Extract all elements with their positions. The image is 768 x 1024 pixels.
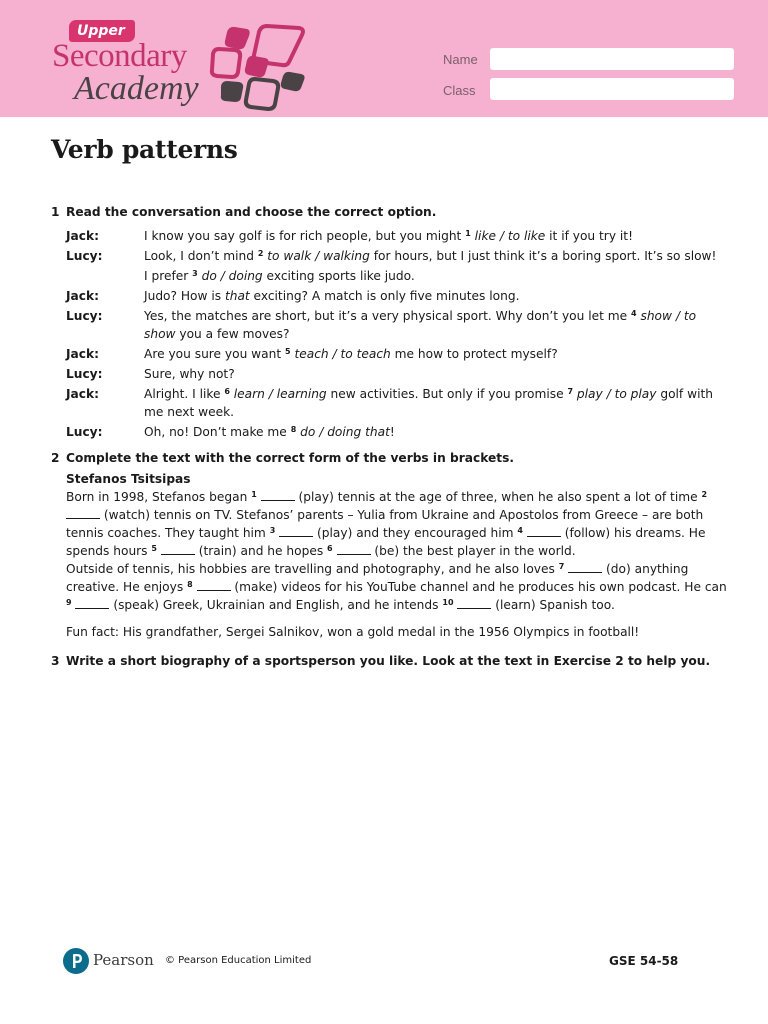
answer-blank[interactable] [457, 597, 491, 609]
text-run: I prefer [144, 269, 193, 283]
paragraph-2 [66, 560, 731, 614]
text-run: (learn) Spanish too. [491, 598, 615, 612]
exercise-number: 2 [51, 451, 60, 465]
page-header [0, 0, 768, 117]
text-run: (play) and they encouraged him [313, 526, 518, 540]
worksheet-content [51, 203, 731, 676]
text-run: (play) tennis at the age of three, when he also spent a lot of time [294, 490, 702, 504]
item-number: 3 [192, 269, 198, 278]
speaker-name: Jack: [66, 347, 99, 361]
text-run: (follow) his dreams. He spends hours [66, 526, 706, 558]
secondary-academy-logo [52, 18, 312, 113]
paragraph-1 [66, 488, 731, 560]
fun-fact: Fun fact: His grandfather, Sergei Salnikov, won a gold medal in the 1956 Olympics in football! [66, 625, 640, 639]
item-number: 1 [251, 490, 257, 499]
dialogue-line [66, 287, 731, 305]
dialogue-text [144, 247, 731, 265]
item-number: 9 [66, 598, 72, 607]
dialogue-text [144, 423, 731, 441]
class-label: Class [443, 83, 476, 98]
option-choice: teach / to teach [294, 347, 391, 361]
item-number: 8 [187, 580, 193, 589]
dialogue-text [144, 227, 731, 245]
exercise-instruction: Read the conversation and choose the correct option. [66, 205, 437, 219]
answer-blank[interactable] [279, 525, 313, 537]
text-run: exciting sports like judo. [262, 269, 415, 283]
answer-blank[interactable] [66, 507, 100, 519]
option-choice: do / doing that [300, 425, 390, 439]
option-choice: that [224, 289, 250, 303]
answer-blank[interactable] [75, 597, 109, 609]
dialogue-line [66, 227, 731, 245]
text-run: (train) and he hopes [194, 544, 328, 558]
exercise-instruction: Write a short biography of a sportsperson you like. Look at the text in Exercise 2 to help you. [66, 654, 711, 668]
dialogue-line [66, 307, 731, 343]
page-footer [63, 948, 683, 978]
item-number: 2 [257, 249, 264, 258]
dialogue-text [144, 267, 731, 285]
exercise-number: 3 [51, 654, 60, 668]
text-run: Are you sure you want [144, 347, 285, 361]
logo-shapes-icon [207, 24, 307, 112]
option-choice: to walk / walking [267, 249, 370, 263]
text-run: Sure, why not? [144, 367, 235, 381]
answer-blank[interactable] [527, 525, 561, 537]
speaker-name: Lucy: [66, 309, 103, 323]
exercise-3-heading [51, 652, 731, 670]
dialogue-line [66, 385, 731, 421]
item-number: 4 [517, 526, 523, 535]
dialogue-line [66, 345, 731, 363]
item-number: 7 [558, 562, 565, 571]
speaker-name: Lucy: [66, 249, 103, 263]
logo-line2: Academy [74, 70, 199, 107]
option-choice: play / to play [576, 387, 657, 401]
pearson-brand: Pearson [93, 951, 154, 969]
dialogue-line [66, 267, 731, 285]
speaker-name [66, 267, 144, 285]
answer-blank[interactable] [337, 543, 371, 555]
item-number: 8 [290, 425, 297, 434]
text-run: (make) videos for his YouTube channel and he produces his own podcast. He can [230, 580, 727, 594]
item-number: 7 [567, 387, 574, 396]
dialogue-line [66, 423, 731, 441]
dialogue-line [66, 365, 731, 383]
speaker-name: Lucy: [66, 425, 103, 439]
text-run: Oh, no! Don’t make me [144, 425, 291, 439]
item-number: 2 [701, 490, 708, 499]
text-run: (do) anything creative. He enjoys [66, 562, 689, 594]
exercise-1-heading [51, 203, 731, 221]
dialogue-text [144, 385, 731, 421]
text-run: Yes, the matches are short, but it’s a very physical sport. Why don’t you let me [144, 309, 632, 323]
page-title: Verb patterns [51, 135, 238, 164]
exercise-2-text [51, 470, 731, 641]
option-choice: learn / learning [233, 387, 327, 401]
gse-level: GSE 54-58 [609, 954, 679, 968]
text-run: (watch) tennis on TV. Stefanos’ parents – Yulia from Ukraine and Apostolos from Greece – are both tennis coaches. They taught him [66, 508, 704, 540]
text-run: exciting? A match is only five minutes long. [249, 289, 520, 303]
pearson-logo-icon [63, 948, 89, 974]
item-number: 4 [631, 309, 637, 318]
text-run: I know you say golf is for rich people, but you might [144, 229, 466, 243]
dialogue-text [144, 345, 731, 363]
dialogue-line [66, 247, 731, 265]
answer-blank[interactable] [261, 489, 295, 501]
text-run: Born in 1998, Stefanos began [66, 490, 252, 504]
item-number: 3 [269, 526, 276, 535]
text-run: Outside of tennis, his hobbies are travelling and photography, and he also loves [66, 562, 559, 576]
item-number: 6 [327, 544, 333, 553]
text-run: golf with me next week. [144, 387, 713, 419]
logo-line1: Secondary [52, 38, 187, 74]
name-input[interactable] [490, 48, 734, 70]
option-choice: show / to show [144, 309, 697, 341]
text-run: new activities. But only if you promise [326, 387, 568, 401]
dialogue-text [144, 287, 731, 305]
option-choice: like / to like [474, 229, 546, 243]
item-number: 10 [442, 598, 454, 607]
speaker-name: Jack: [66, 289, 99, 303]
option-choice: do / doing [201, 269, 263, 283]
text-run: ! [389, 425, 395, 439]
answer-blank[interactable] [161, 543, 195, 555]
answer-blank[interactable] [197, 579, 231, 591]
exercise-instruction: Complete the text with the correct form of the verbs in brackets. [66, 451, 514, 465]
speaker-name: Jack: [66, 387, 99, 401]
speaker-name: Jack: [66, 229, 99, 243]
speaker-name: Lucy: [66, 367, 103, 381]
exercise-number: 1 [51, 205, 60, 219]
dialogue-text [144, 307, 731, 343]
text-run: it if you try it! [545, 229, 633, 243]
class-input[interactable] [490, 78, 734, 100]
exercise-2-heading [51, 449, 731, 467]
dialogue [51, 227, 731, 441]
text-run: Judo? How is [144, 289, 225, 303]
text-run: (be) the best player in the world. [370, 544, 576, 558]
text-run: me how to protect myself? [390, 347, 558, 361]
text-run: you a few moves? [175, 327, 290, 341]
name-label: Name [443, 52, 478, 67]
text-run: for hours, but I just think it’s a boring sport. It’s so slow! [369, 249, 717, 263]
item-number: 1 [465, 229, 471, 238]
text-subtitle: Stefanos Tsitsipas [66, 472, 191, 486]
dialogue-text [144, 365, 731, 383]
logo-badge: Upper [69, 20, 135, 42]
copyright-text: © Pearson Education Limited [165, 955, 312, 966]
answer-blank[interactable] [568, 561, 602, 573]
text-run: Look, I don’t mind [144, 249, 258, 263]
text-run: (speak) Greek, Ukrainian and English, and he intends [109, 598, 443, 612]
item-number: 5 [151, 544, 157, 553]
text-run: Alright. I like [144, 387, 225, 401]
item-number: 5 [285, 347, 291, 356]
item-number: 6 [224, 387, 230, 396]
